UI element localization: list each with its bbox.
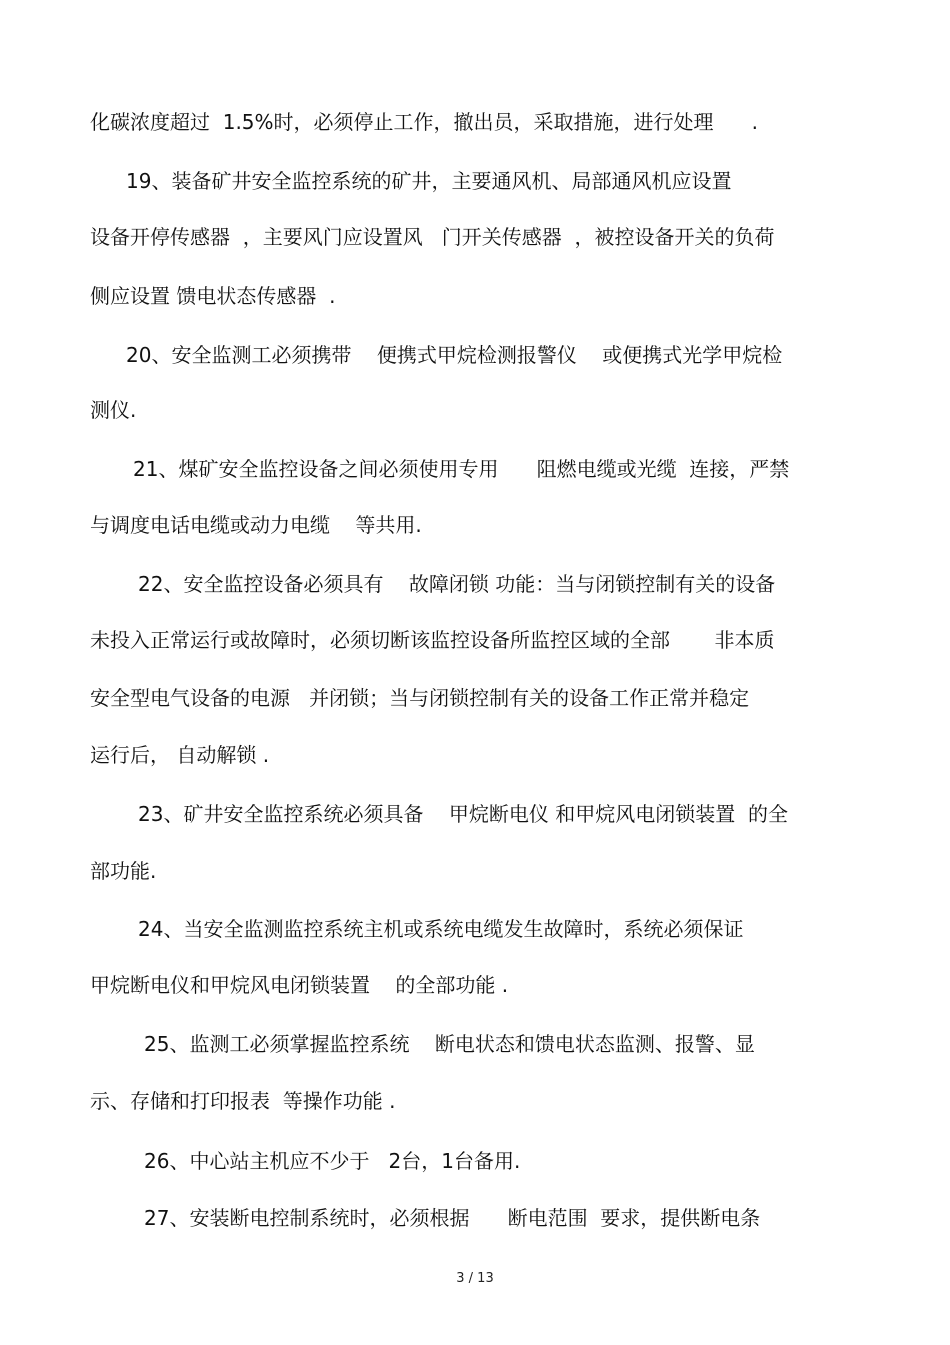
text-line-20: 27、安装断电控制系统时，必须根据 断电范围 要求，提供断电条 bbox=[144, 1206, 761, 1230]
page-number: 3 / 13 bbox=[456, 1271, 494, 1286]
text-line-3: 设备开停传感器 ，主要风门应设置风 门开关传感器 ，被控设备开关的负荷 bbox=[90, 225, 775, 249]
text-line-14: 部功能. bbox=[90, 859, 157, 883]
text-line-7: 21、煤矿安全监控设备之间必须使用专用 阻燃电缆或光缆 连接，严禁 bbox=[133, 457, 790, 481]
text-line-15: 24、当安全监测监控系统主机或系统电缆发生故障时，系统必须保证 bbox=[138, 917, 744, 941]
text-line-13: 23、矿井安全监控系统必须具备 甲烷断电仪 和甲烷风电闭锁装置 的全 bbox=[138, 802, 788, 826]
text-line-8: 与调度电话电缆或动力电缆 等共用. bbox=[90, 513, 422, 537]
text-line-2: 19、装备矿井安全监控系统的矿井，主要通风机、局部通风机应设置 bbox=[126, 169, 732, 193]
text-line-18: 示、存储和打印报表 等操作功能 . bbox=[90, 1089, 396, 1113]
text-line-19: 26、中心站主机应不少于 2台，1台备用. bbox=[144, 1149, 521, 1173]
text-line-10: 未投入正常运行或故障时，必须切断该监控设备所监控区域的全部 非本质 bbox=[90, 628, 775, 652]
text-line-17: 25、监测工必须掌握监控系统 断电状态和馈电状态监测、报警、显 bbox=[144, 1032, 755, 1056]
text-line-6: 测仪. bbox=[90, 398, 137, 422]
text-line-4: 侧应设置 馈电状态传感器 . bbox=[90, 284, 336, 308]
text-line-5: 20、安全监测工必须携带 便携式甲烷检测报警仪 或便携式光学甲烷检 bbox=[126, 343, 783, 367]
text-line-16: 甲烷断电仪和甲烷风电闭锁装置 的全部功能 . bbox=[90, 973, 509, 997]
text-line-9: 22、安全监控设备必须具有 故障闭锁 功能：当与闭锁控制有关的设备 bbox=[138, 572, 776, 596]
text-line-12: 运行后， 自动解锁 . bbox=[90, 743, 270, 767]
text-line-1: 化碳浓度超过 1.5%时，必须停止工作，撤出员，采取措施，进行处理 . bbox=[90, 110, 759, 134]
text-line-11: 安全型电气设备的电源 并闭锁；当与闭锁控制有关的设备工作正常并稳定 bbox=[90, 686, 750, 710]
